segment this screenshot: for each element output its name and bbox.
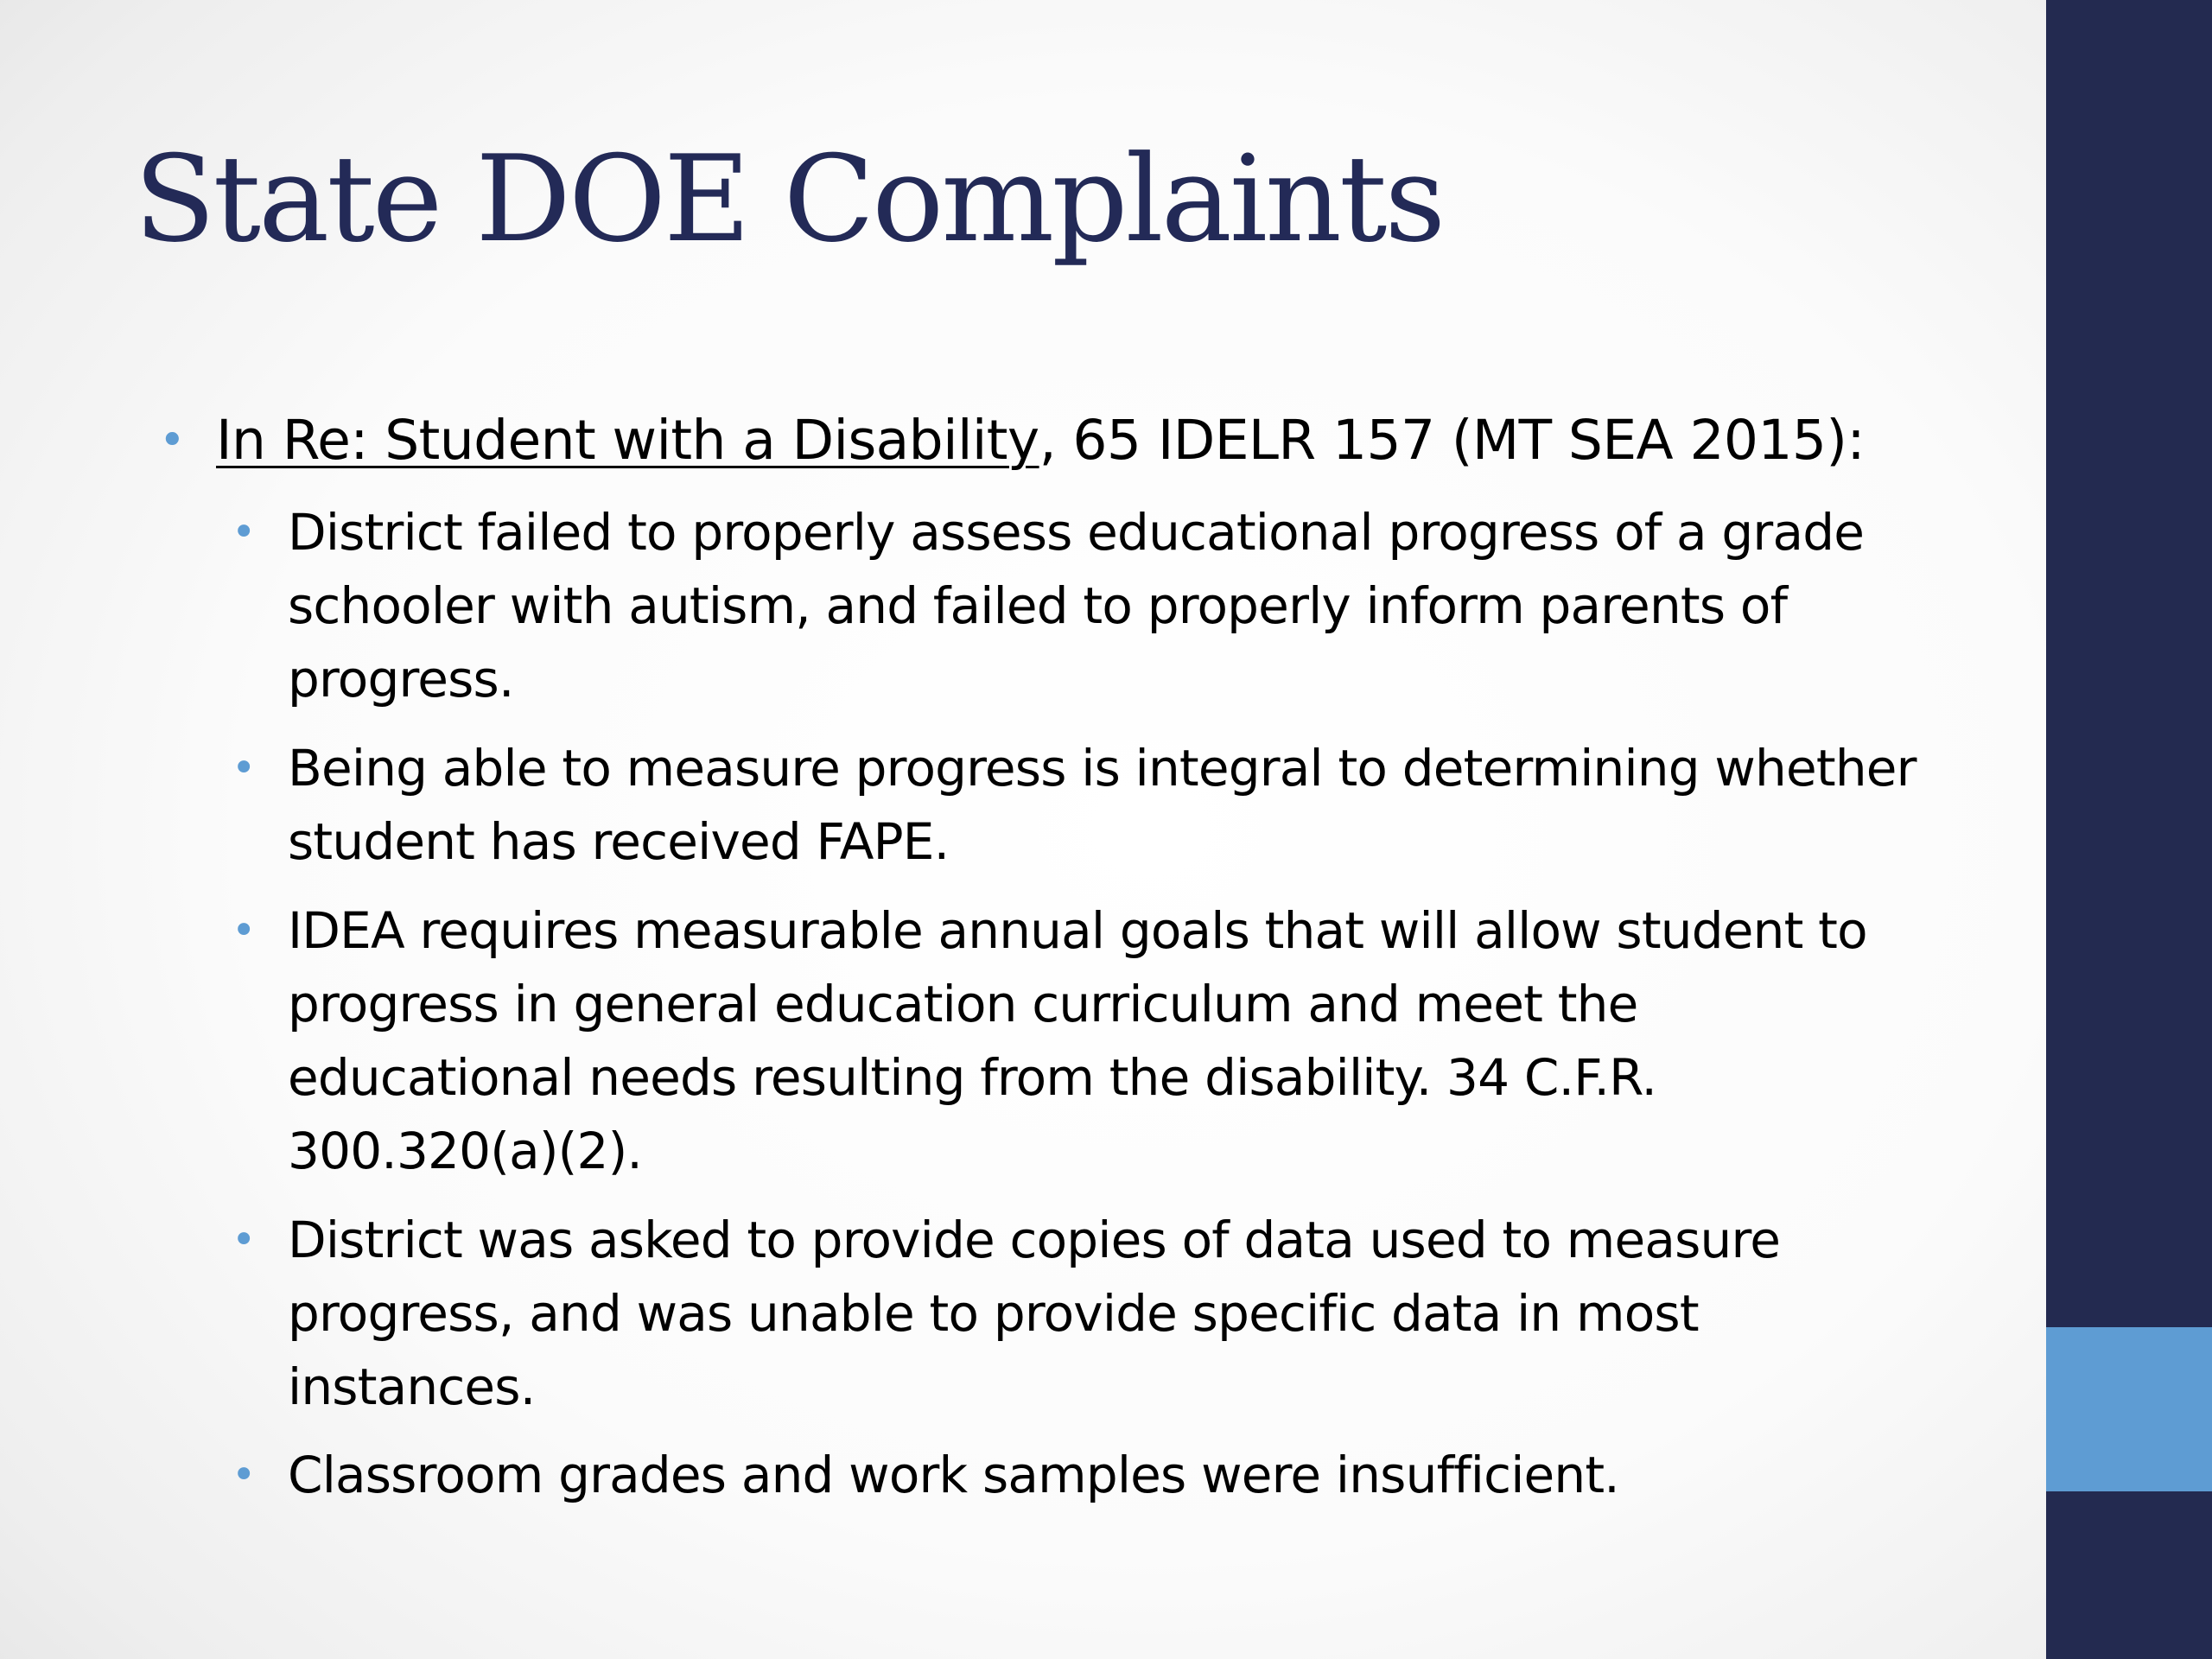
sub-bullet-3: IDEA requires measurable annual goals that will allow student to progress in general education curriculum and meet the educational needs resulting from the disability. 34 C.F.R. 300.320(a)(2). — [288, 901, 1867, 1180]
bullet-dot: • — [232, 906, 257, 955]
case-citation: , 65 IDELR 157 (MT SEA 2015): — [1039, 409, 1865, 472]
sub-bullet-5: Classroom grades and work samples were insufficient. — [288, 1446, 1619, 1504]
bullet-dot: • — [159, 415, 186, 467]
bullet-dot: • — [232, 508, 257, 556]
sidebar-accent-block — [2046, 1327, 2212, 1491]
bullet-dot: • — [232, 1451, 257, 1499]
bullet-dot: • — [232, 1216, 257, 1264]
sub-bullet-1: District failed to properly assess educational progress of a grade schooler with autism, and failed to properly inform parents of progress. — [288, 503, 1865, 709]
sub-bullet-2: Being able to measure progress is integral to determining whether student has received FAPE. — [288, 739, 1916, 871]
main-bullet — [216, 404, 1987, 477]
bullet-dot: • — [232, 744, 257, 792]
slide-title: State DOE Complaints — [134, 130, 1444, 269]
case-name: In Re: Student with a Disability — [216, 409, 1039, 472]
sub-bullet-4: District was asked to provide copies of data used to measure progress, and was unable to provide specific data in most instances. — [288, 1211, 1781, 1416]
